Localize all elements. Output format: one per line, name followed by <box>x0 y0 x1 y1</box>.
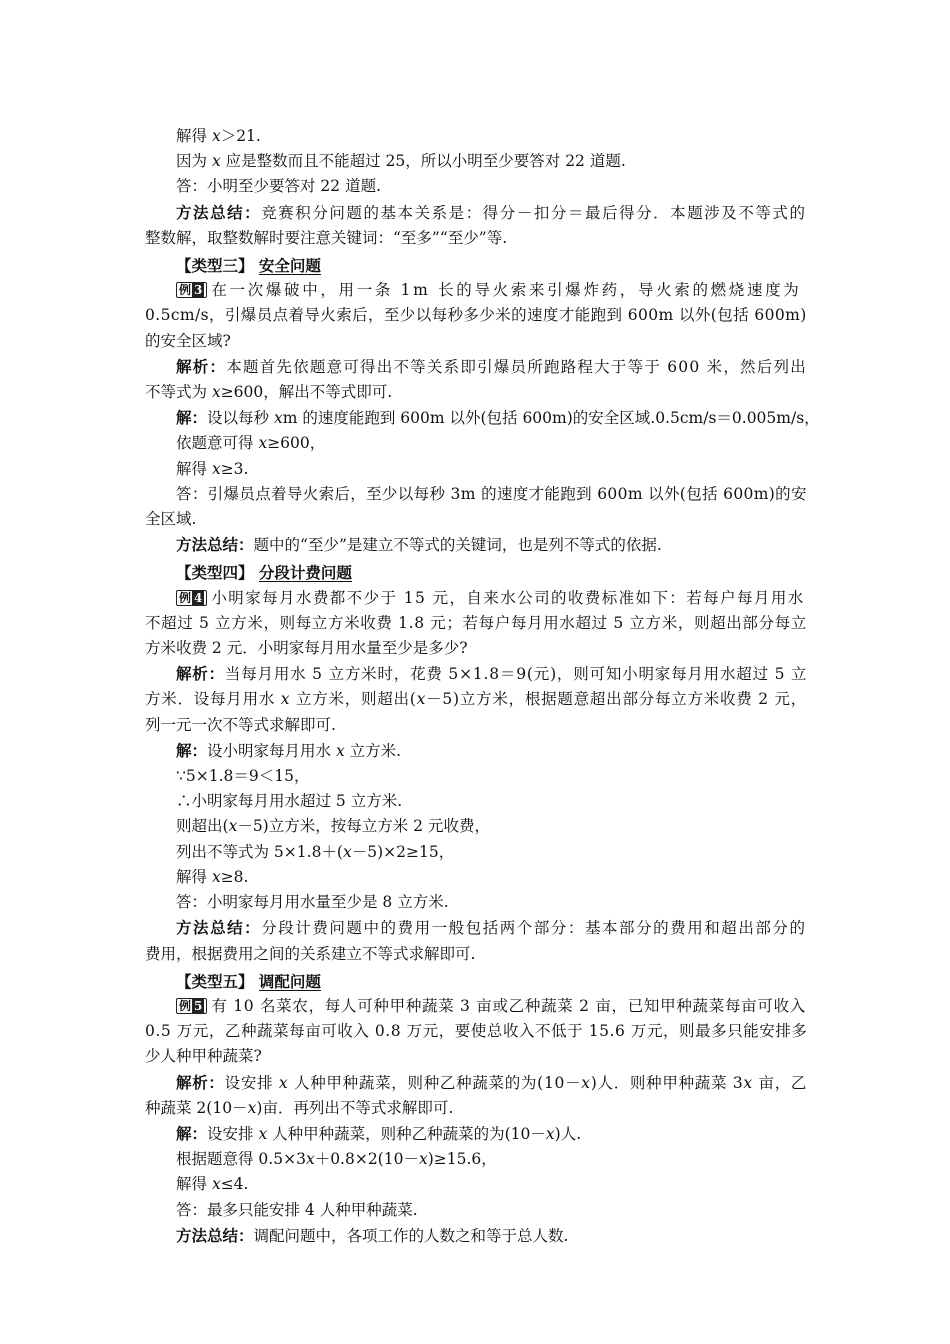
text-line <box>145 278 807 303</box>
text-run: 因为 <box>176 152 212 171</box>
text-run-group <box>145 945 475 963</box>
text-run-group <box>145 1099 453 1117</box>
text-run: 本题首先依题意可得出不等关系即引爆员所跑路程大于等于 600 米，然后列出 <box>226 357 807 376</box>
text-line-content <box>176 738 807 764</box>
bold-label: 解析： <box>176 356 227 376</box>
math-variable: x <box>211 152 221 171</box>
text-run-group <box>176 482 807 507</box>
text-run: 应是整数而且不能超过 25，所以小明至少要答对 22 道题. <box>220 152 626 171</box>
text-run-group <box>176 434 325 452</box>
text-run: 列出不等式为 5×1.8＋( <box>176 842 343 861</box>
section-heading <box>145 560 807 585</box>
text-run: －5)立方米，按每立方米 2 元收费， <box>237 817 490 836</box>
example-badge-label: 例 <box>179 590 192 605</box>
text-run-group <box>145 1047 262 1065</box>
text-run: 种蔬菜 2(10－ <box>145 1098 248 1117</box>
text-line-content <box>145 942 807 967</box>
bold-label: 方法总结： <box>176 918 262 938</box>
text-line-content <box>176 1070 807 1096</box>
section-heading <box>145 969 807 994</box>
text-run: 答：最多只能安排 4 人种甲种蔬菜. <box>176 1200 418 1219</box>
text-run-group <box>176 127 261 145</box>
text-run: ≥600，解出不等式即可. <box>220 383 393 402</box>
text-run: 费用，根据费用之间的关系建立不等式求解即可. <box>145 944 476 963</box>
text-line-content <box>176 915 807 941</box>
text-run: 解得 <box>176 867 212 886</box>
text-run-group <box>176 817 490 835</box>
text-run-group <box>176 1201 418 1219</box>
text-run: －5)×2≥15， <box>351 842 455 861</box>
math-variable: x <box>278 1073 289 1092</box>
text-run: 设小明家每月用水 <box>207 741 336 760</box>
document-page <box>145 124 820 1249</box>
text-run: 不超过 5 立方米，则每立方米收费 1.8 元；若每户每月用水超过 5 立方米，则超出部分每立 <box>145 613 807 632</box>
text-line <box>145 814 807 839</box>
text-line-content <box>176 354 807 380</box>
text-run: 方米．设每月用水 <box>145 690 281 709</box>
text-run: ≤4. <box>220 1175 249 1194</box>
text-line-content <box>176 1121 807 1147</box>
text-run-group <box>176 742 401 760</box>
text-run-group <box>176 1175 248 1193</box>
text-line-content <box>145 611 807 636</box>
text-run: 当每月用水 5 立方米时，花费 5×1.8＝9(元)，则可知小明家每月用水超过 5 立 <box>224 665 808 684</box>
example-badge-number: 5 <box>194 998 203 1013</box>
text-run: 答：小明家每月用水量至少是 8 立方米. <box>176 893 449 912</box>
text-line <box>145 507 807 532</box>
math-variable: x <box>211 383 221 402</box>
text-run-group <box>145 383 392 401</box>
text-run-group <box>145 716 336 734</box>
text-line <box>145 226 807 251</box>
text-line <box>145 329 807 354</box>
text-line-content <box>145 1096 807 1121</box>
text-run: －5)立方米，根据题意超出部分每立方米收费 2 元， <box>426 690 808 709</box>
section-title: 安全问题 <box>258 256 321 276</box>
text-line <box>145 532 807 558</box>
math-variable: x <box>211 459 221 478</box>
math-variable: x <box>335 741 345 760</box>
text-run: 设安排 <box>224 1073 279 1092</box>
text-line-content <box>176 586 807 611</box>
bold-label: 解： <box>176 408 208 428</box>
text-line <box>145 1223 807 1249</box>
text-run-group <box>176 1125 581 1143</box>
text-run: ＋0.8×2(10－ <box>314 1150 419 1169</box>
text-line-content <box>145 1044 807 1069</box>
text-line <box>145 865 807 890</box>
text-line-content <box>145 1019 807 1044</box>
text-run: 小明家每月水费都不少于 15 元，自来水公司的收费标准如下：若每户每月用水 <box>211 588 805 607</box>
text-run-group <box>176 586 805 611</box>
text-line <box>145 303 807 328</box>
text-run: ∵5×1.8＝9＜15， <box>176 767 310 786</box>
text-run: 答：引爆员点着导火索后，至少以每秒 3m 的速度才能跑到 600m 以外(包括 600m)的安 <box>176 484 807 503</box>
text-run: 列一元一次不等式求解即可. <box>145 715 336 734</box>
text-run-group <box>176 792 402 810</box>
section-label: 【类型四】 <box>176 563 254 583</box>
text-run-group <box>145 303 807 328</box>
text-run: 解得 <box>176 1175 212 1194</box>
text-line-content <box>176 789 807 814</box>
text-run-group <box>176 843 454 861</box>
text-run-group <box>145 687 807 712</box>
text-line-content <box>176 405 820 431</box>
bold-label: 方法总结： <box>176 202 262 222</box>
text-line-content <box>176 1223 807 1249</box>
math-variable: x <box>743 1073 753 1092</box>
text-run-group <box>145 639 468 657</box>
math-variable: x <box>280 690 291 709</box>
text-line-content <box>176 174 807 199</box>
math-variable: x <box>211 1175 221 1194</box>
text-line-content <box>145 226 807 251</box>
math-variable: x <box>416 690 427 709</box>
math-variable: x <box>258 1124 268 1143</box>
text-line-content <box>176 865 807 890</box>
text-run: 调配问题中，各项工作的人数之和等于总人数. <box>253 1226 569 1245</box>
example-badge <box>176 590 207 606</box>
text-run: ≥600， <box>267 434 326 453</box>
math-variable: x <box>211 867 221 886</box>
section-title: 调配问题 <box>258 971 321 991</box>
text-run: 有 10 名菜农，每人可种甲种蔬菜 3 亩或乙种蔬菜 2 亩，已知甲种蔬菜每亩可收入 <box>211 996 806 1015</box>
text-run-group <box>145 510 196 528</box>
text-run: 分段计费问题中的费用一般包括两个部分：基本部分的费用和超出部分的 <box>261 919 807 938</box>
text-run: 方米收费 2 元．小明家每月用水量至少是多少? <box>145 639 468 658</box>
bold-label: 解析： <box>176 664 225 684</box>
text-run: m 的速度能跑到 600m 以外(包括 600m)的安全区域.0.5cm/s＝0.005m/s， <box>282 409 820 428</box>
text-run: 少人种甲种蔬菜? <box>145 1047 262 1066</box>
text-run-group <box>176 893 449 911</box>
text-line-content <box>176 200 807 226</box>
math-variable: x <box>273 409 283 428</box>
text-line <box>145 1096 807 1121</box>
math-variable: x <box>211 127 221 145</box>
text-line-content <box>176 124 807 149</box>
text-run-group <box>176 661 807 687</box>
text-run-group <box>176 200 807 226</box>
math-variable: x <box>342 842 352 861</box>
text-line <box>145 713 807 738</box>
text-line-content <box>176 994 807 1019</box>
bold-label: 解： <box>176 740 208 760</box>
text-line-content <box>176 764 807 789</box>
text-line-content <box>176 1198 807 1223</box>
text-run-group <box>176 152 626 170</box>
text-line-content <box>176 457 807 482</box>
text-line <box>145 586 807 611</box>
text-run: 设安排 <box>207 1124 259 1143</box>
text-line-content <box>145 687 807 712</box>
text-line-content <box>176 890 807 915</box>
text-line <box>145 1044 807 1069</box>
math-variable: x <box>228 817 238 836</box>
text-run-group <box>176 278 801 303</box>
text-line <box>145 457 807 482</box>
text-run: ＞21. <box>220 127 261 145</box>
text-line-content <box>176 661 807 687</box>
text-run: ≥8. <box>220 867 249 886</box>
text-line <box>145 1121 807 1147</box>
text-line-content <box>176 149 807 174</box>
text-line-content <box>145 303 807 328</box>
text-run: )人．则种甲种蔬菜 3 <box>590 1073 744 1092</box>
text-line-content <box>176 814 807 839</box>
text-line <box>145 380 807 405</box>
bold-label: 方法总结： <box>176 535 254 555</box>
text-line <box>145 994 807 1019</box>
text-run: 解得 <box>176 459 212 478</box>
text-run: 立方米，则超出( <box>290 690 417 709</box>
text-line <box>145 1070 807 1096</box>
text-line <box>145 354 807 380</box>
text-line <box>145 661 807 687</box>
text-run: 则超出( <box>176 817 229 836</box>
example-badge-number: 3 <box>194 283 203 298</box>
text-line-content <box>145 329 807 354</box>
text-run: 设以每秒 <box>207 409 274 428</box>
bold-label: 方法总结： <box>176 1225 254 1245</box>
math-variable: x <box>258 434 268 453</box>
text-line-content <box>145 636 807 661</box>
text-line <box>145 200 807 226</box>
text-run-group <box>176 1150 497 1168</box>
text-line <box>145 1172 807 1197</box>
text-run: 竞赛积分问题的基本关系是：得分－扣分＝最后得分．本题涉及不等式的 <box>261 203 807 222</box>
text-line-content <box>176 431 807 456</box>
section-label: 【类型五】 <box>176 971 254 991</box>
bold-label: 解： <box>176 1123 208 1143</box>
text-line-content <box>176 1147 807 1172</box>
text-run: 的安全区域? <box>145 331 231 350</box>
math-variable: x <box>545 1124 555 1143</box>
math-variable: x <box>247 1098 257 1117</box>
text-run-group <box>176 460 248 478</box>
text-line <box>145 915 807 941</box>
text-line-content <box>145 713 807 738</box>
text-line-content <box>176 1172 807 1197</box>
text-line <box>145 636 807 661</box>
text-run: 解得 <box>176 127 212 145</box>
text-run-group <box>145 229 507 247</box>
text-run: 亩，乙 <box>752 1073 808 1092</box>
text-run-group <box>145 332 231 350</box>
text-run: ≥3. <box>220 459 249 478</box>
math-variable: x <box>305 1150 315 1169</box>
text-run: 根据题意得 0.5×3 <box>176 1150 306 1169</box>
section-label: 【类型三】 <box>176 256 254 276</box>
text-run-group <box>176 1227 568 1245</box>
text-run: 0.5cm/s，引爆员点着导火索后，至少以每秒多少米的速度才能跑到 600m 以外(包括 600m) <box>145 306 807 325</box>
text-line <box>145 764 807 789</box>
text-run: 全区域. <box>145 510 197 529</box>
text-run-group <box>176 177 381 195</box>
text-line <box>145 1019 807 1044</box>
text-run-group <box>176 994 806 1019</box>
section-title: 分段计费问题 <box>258 563 352 583</box>
text-run: 在一次爆破中，用一条 1m 长的导火索来引爆炸药，导火索的燃烧速度为 <box>211 281 802 300</box>
text-run: 人种甲种蔬菜，则种乙种蔬菜的为(10－ <box>288 1073 582 1092</box>
text-line <box>145 1147 807 1172</box>
bold-label: 解析： <box>176 1072 225 1092</box>
text-line <box>145 611 807 636</box>
example-badge-label: 例 <box>179 998 192 1013</box>
text-run: )≥15.6， <box>427 1150 497 1169</box>
example-badge <box>176 282 207 298</box>
math-variable: x <box>418 1150 428 1169</box>
text-line <box>145 890 807 915</box>
text-run: 题中的“至少”是建立不等式的关键词，也是列不等式的依据. <box>253 536 662 555</box>
text-line-content <box>176 840 807 865</box>
text-line <box>145 942 807 967</box>
text-line <box>145 789 807 814</box>
text-line <box>145 405 820 431</box>
text-line <box>145 738 807 764</box>
text-line <box>145 431 807 456</box>
text-line-content <box>145 380 807 405</box>
text-run-group <box>176 915 807 941</box>
text-line <box>145 687 807 712</box>
text-line <box>145 174 807 199</box>
text-run: 人种甲种蔬菜，则种乙种蔬菜的为(10－ <box>267 1124 546 1143</box>
text-line-content <box>176 532 807 558</box>
text-run-group <box>176 409 820 427</box>
text-line-content <box>145 507 807 532</box>
text-run: 立方米. <box>344 741 402 760</box>
text-line <box>145 149 807 174</box>
text-line <box>145 482 807 507</box>
text-run-group <box>176 354 807 380</box>
text-run: ∴小明家每月用水超过 5 立方米. <box>176 792 403 811</box>
text-run: 依题意可得 <box>176 434 259 453</box>
text-line-content <box>176 278 807 303</box>
text-run-group <box>176 767 309 785</box>
text-run-group <box>145 1019 807 1044</box>
text-run: 答：小明至少要答对 22 道题. <box>176 177 382 196</box>
text-run: 不等式为 <box>145 383 212 402</box>
text-line-content <box>176 482 807 507</box>
example-badge-label: 例 <box>179 283 192 298</box>
text-run-group <box>176 536 662 554</box>
text-run-group <box>176 868 248 886</box>
text-line <box>145 1198 807 1223</box>
text-run-group <box>145 611 807 636</box>
example-badge-number: 4 <box>194 590 203 605</box>
math-variable: x <box>581 1073 591 1092</box>
text-run: 0.5 万元，乙种蔬菜每亩可收入 0.8 万元，要使总收入不低于 15.6 万元，则最多只能安排多 <box>145 1022 808 1041</box>
section-heading <box>145 253 807 278</box>
text-run: )人. <box>554 1124 582 1143</box>
text-run: )亩．再列出不等式求解即可. <box>256 1098 454 1117</box>
text-line <box>145 840 807 865</box>
example-badge <box>176 998 207 1014</box>
text-run: 整数解，取整数解时要注意关键词：“至多”“至少”等. <box>145 228 508 247</box>
text-line <box>145 124 807 149</box>
text-run-group <box>176 1070 807 1096</box>
